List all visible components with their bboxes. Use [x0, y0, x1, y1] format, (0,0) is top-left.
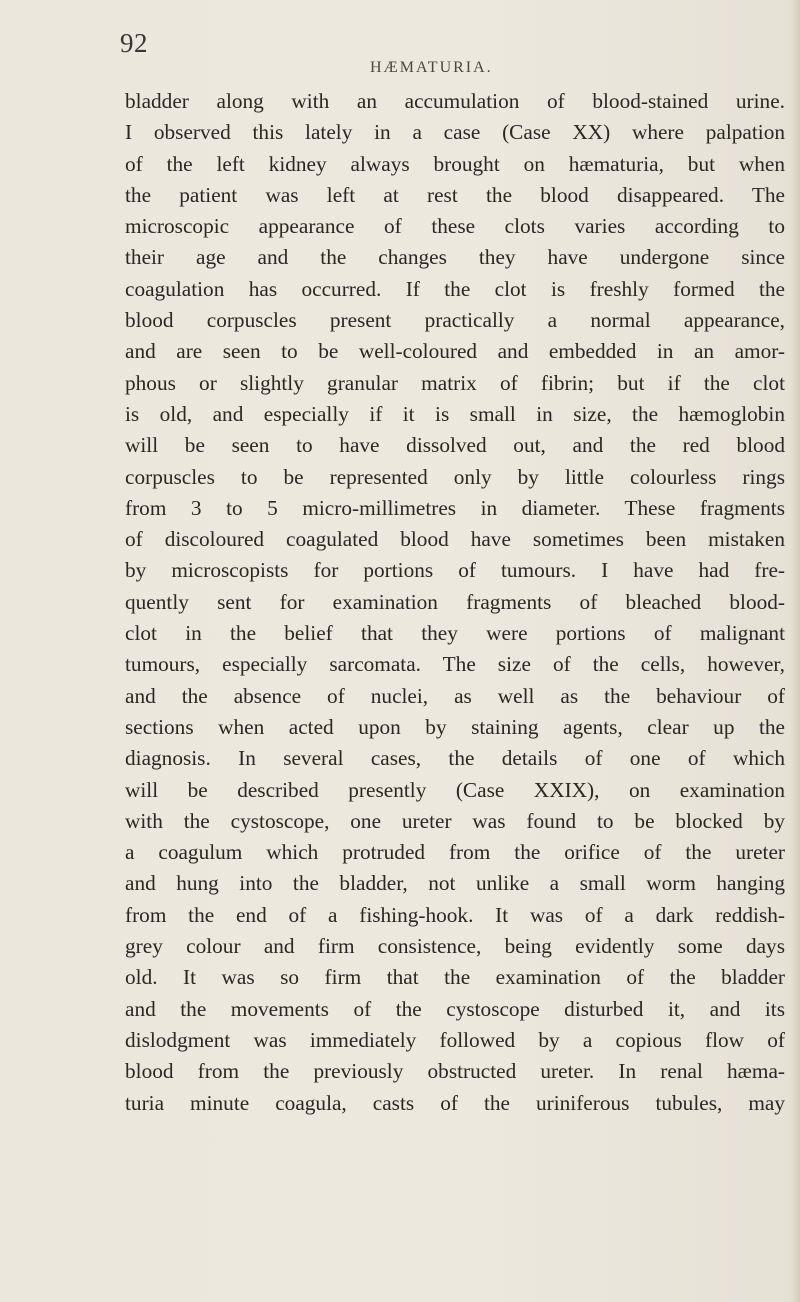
text-line: with the cystoscope, one ureter was found to be blocked by: [125, 808, 785, 833]
text-line: tumours, especially sarcomata. The size of the cells, however,: [125, 652, 785, 677]
text-line: and are seen to be well-coloured and embedded in an amor-: [125, 339, 785, 364]
text-line: of the left kidney always brought on hæmaturia, but when: [125, 151, 785, 176]
text-line: of discoloured coagulated blood have sometimes been mistaken: [125, 527, 785, 552]
text-line: turia minute coagula, casts of the uriniferous tubules, may: [125, 1090, 785, 1115]
text-line: will be described presently (Case XXIX), on examination: [125, 777, 785, 802]
text-line: clot in the belief that they were portions of malignant: [125, 621, 785, 646]
text-line: quently sent for examination fragments of bleached blood-: [125, 589, 785, 614]
text-line: by microscopists for portions of tumours. I have had fre-: [125, 558, 785, 583]
text-line: dislodgment was immediately followed by a copious flow of: [125, 1027, 785, 1052]
text-line: and the movements of the cystoscope disturbed it, and its: [125, 996, 785, 1021]
text-line: and hung into the bladder, not unlike a small worm hanging: [125, 871, 785, 896]
text-line: bladder along with an accumulation of blood-stained urine.: [125, 89, 785, 113]
text-line: coagulation has occurred. If the clot is freshly formed the: [125, 276, 785, 301]
running-head: [0, 28, 800, 76]
text-line: blood corpuscles present practically a normal appearance,: [125, 308, 785, 333]
page-edge-shadow: [790, 0, 800, 1302]
text-line: microscopic appearance of these clots varies according to: [125, 214, 785, 239]
text-line: sections when acted upon by staining agents, clear up the: [125, 714, 785, 739]
text-line: a coagulum which protruded from the orifice of the ureter: [125, 840, 785, 865]
text-line: phous or slightly granular matrix of fibrin; but if the clot: [125, 370, 785, 395]
text-line: old. It was so firm that the examination of the bladder: [125, 965, 785, 990]
body-paragraph: [125, 86, 785, 1119]
text-line: blood from the previously obstructed ureter. In renal hæma-: [125, 1059, 785, 1084]
text-line: is old, and especially if it is small in size, the hæmoglobin: [125, 401, 785, 426]
text-line: their age and the changes they have undergone since: [125, 245, 785, 270]
text-line: diagnosis. In several cases, the details of one of which: [125, 746, 785, 771]
text-line: grey colour and firm consistence, being evidently some days: [125, 934, 785, 959]
text-line: from the end of a fishing-hook. It was of a dark reddish-: [125, 902, 785, 927]
running-title: HÆMATURIA.: [370, 59, 493, 76]
text-line: the patient was left at rest the blood disappeared. The: [125, 182, 785, 207]
page-number: 92: [120, 28, 148, 58]
text-line: corpuscles to be represented only by little colourless rings: [125, 464, 785, 489]
text-line: I observed this lately in a case (Case XX) where palpation: [125, 120, 785, 145]
text-line: from 3 to 5 micro-millimetres in diameter. These fragments: [125, 495, 785, 520]
text-line: will be seen to have dissolved out, and the red blood: [125, 433, 785, 458]
text-line: and the absence of nuclei, as well as the behaviour of: [125, 683, 785, 708]
